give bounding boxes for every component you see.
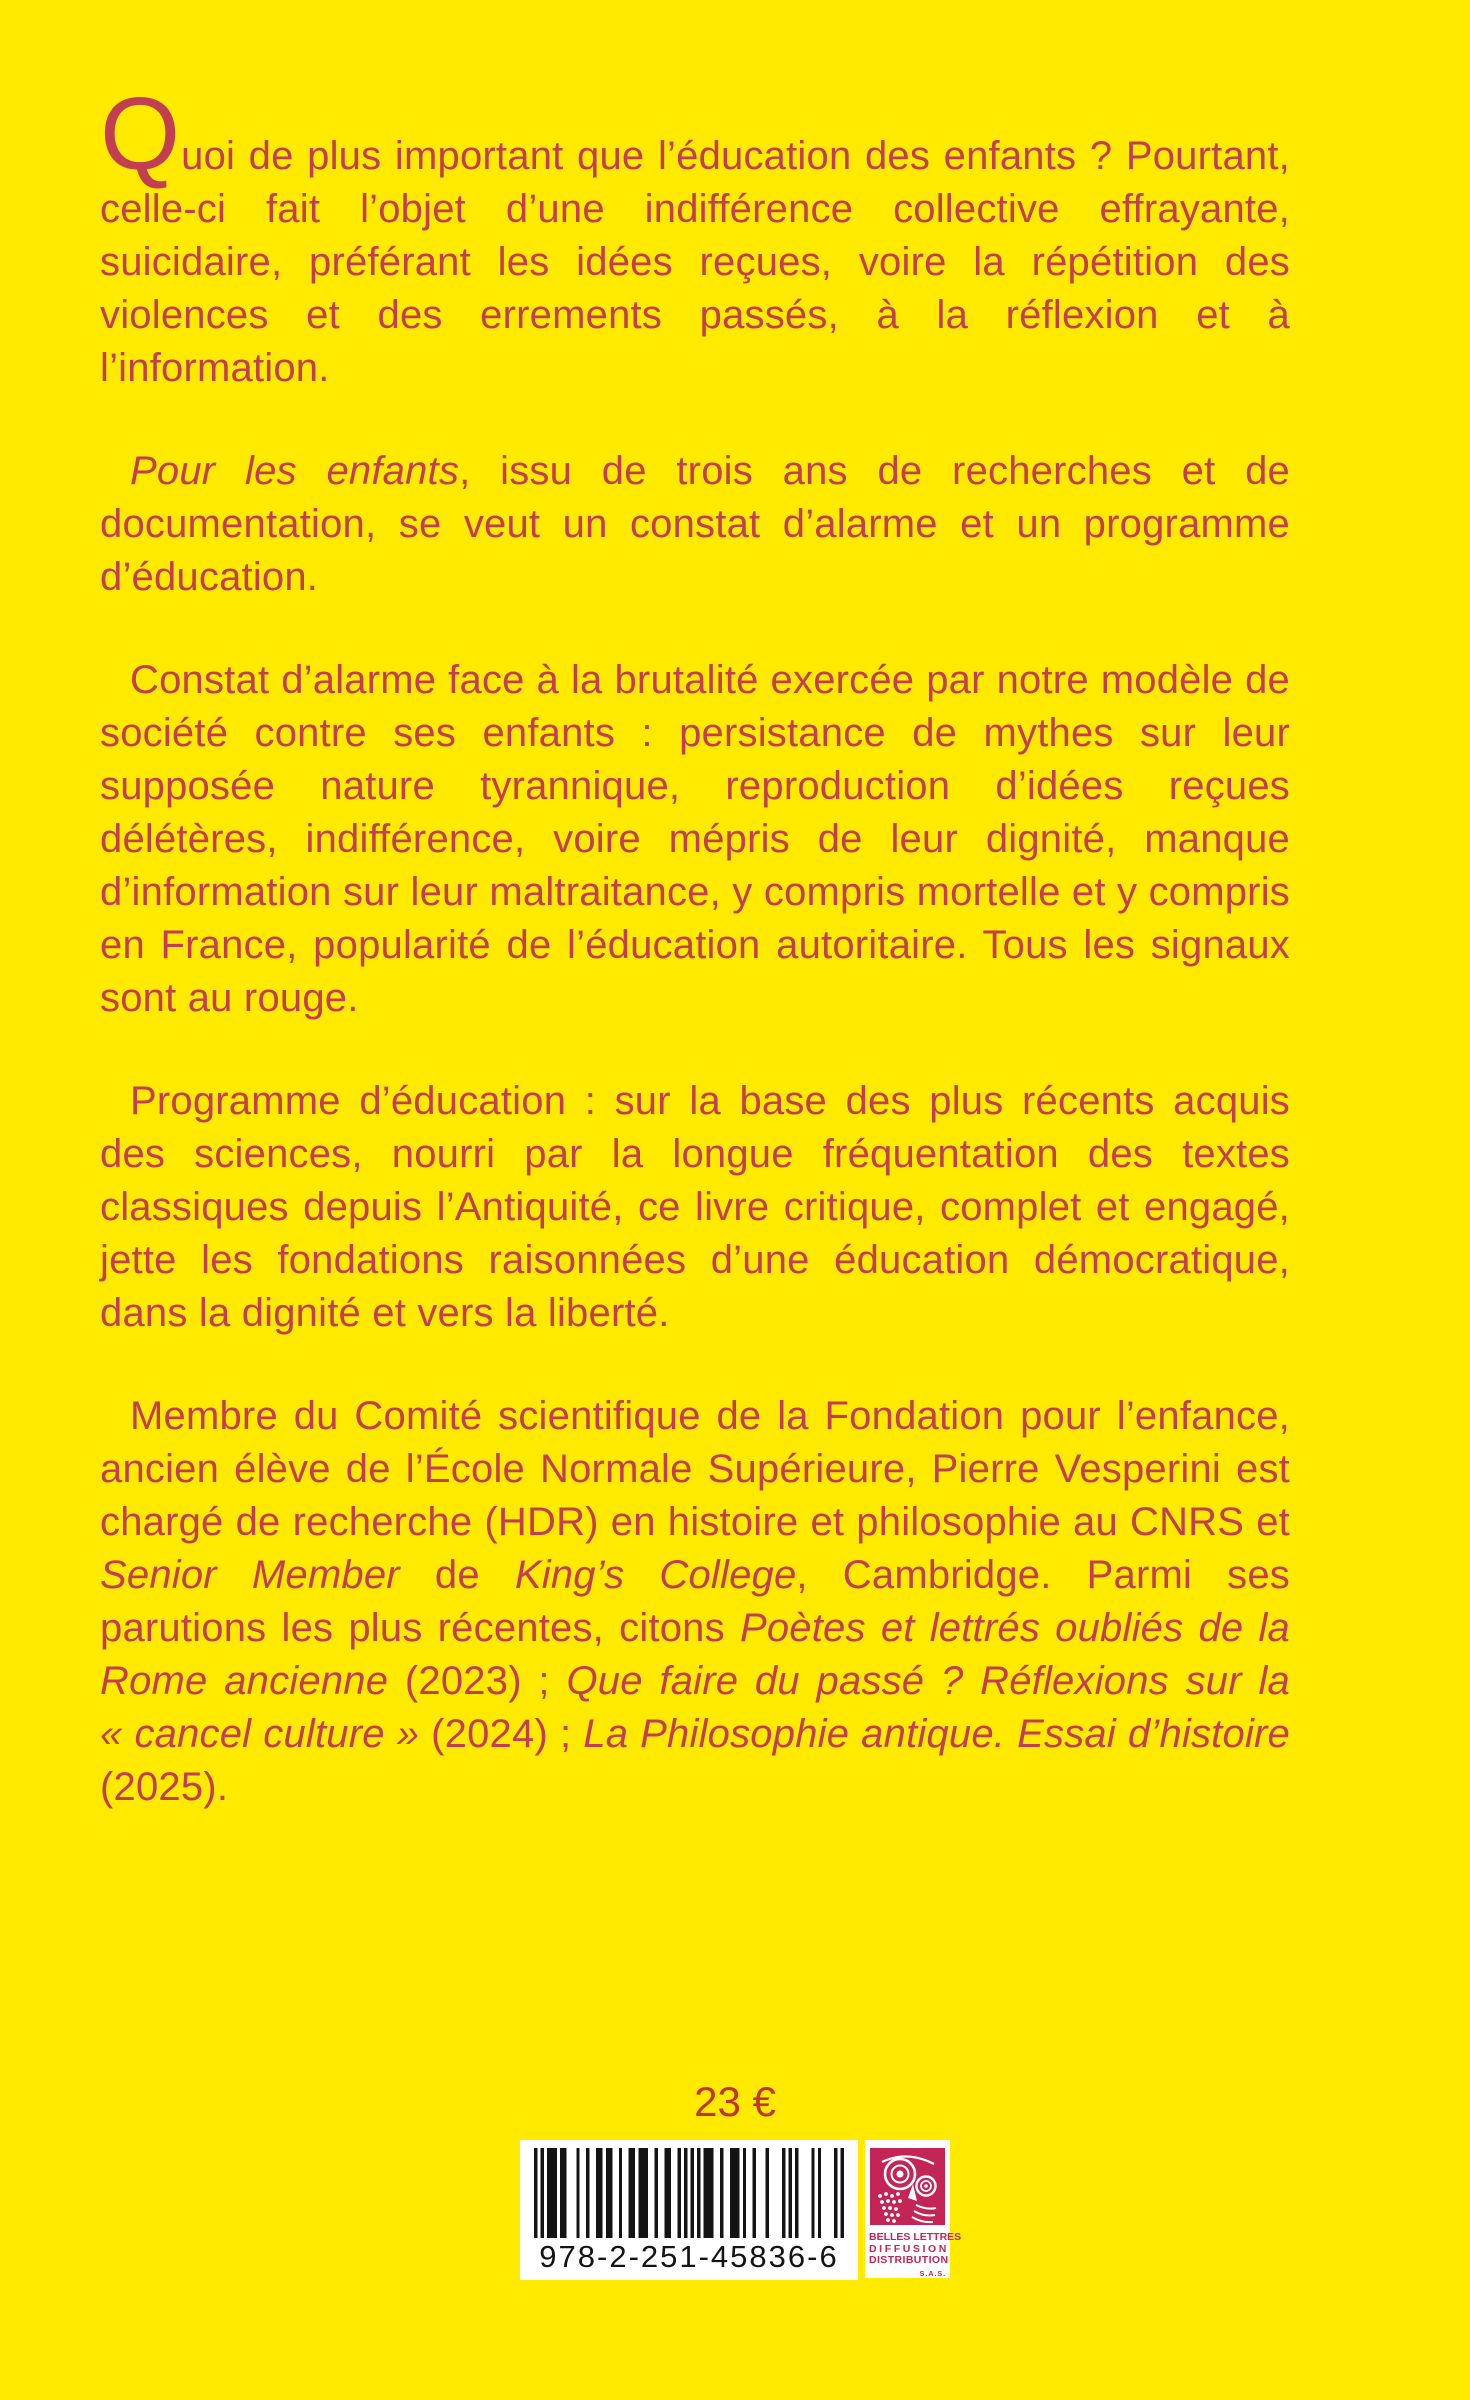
paragraph xyxy=(100,654,1290,1025)
italic-text: King’s College xyxy=(514,1553,797,1597)
barcode xyxy=(520,2140,858,2280)
blurb-text xyxy=(100,76,1291,1814)
body-text: (2024) ; xyxy=(419,1712,584,1756)
owl-icon xyxy=(870,2148,945,2225)
body-text: , issu de trois ans de recherches et de documentation, se veut un constat d’alarme et un programme d’éducation. xyxy=(100,449,1291,599)
italic-text: La Philosophie antique. Essai d’histoire xyxy=(583,1712,1290,1756)
paragraph xyxy=(100,1075,1290,1340)
barcode-bars xyxy=(534,2148,844,2238)
publisher-line: BELLES LETTRES xyxy=(869,2231,962,2243)
body-text: Membre du Comité scientifique de la Fondation pour l’enfance, ancien élève de l’École Normale Supérieure, Pierre Vesperini est chargé de recherche (HDR) en histoire et philosophie au CNRS et xyxy=(100,1394,1290,1544)
publisher-line: DIFFUSION xyxy=(869,2242,949,2255)
isbn-label: 978-2-251-45836-6 xyxy=(539,2239,839,2274)
price-label: 23 € xyxy=(694,2078,776,2125)
italic-text: Pour les enfants xyxy=(130,449,460,493)
body-text: de xyxy=(399,1553,515,1597)
body-text: uoi de plus important que l’éducation des enfants ? Pourtant, celle-ci fait l’objet d’une indifférence collective effrayante, suicidaire, préférant les idées reçues, voire la répétition des violences et des errements passés, à la réflexion et à l’information. xyxy=(100,134,1290,390)
paragraph xyxy=(100,1390,1290,1814)
paragraph xyxy=(100,445,1290,604)
drop-cap: Q xyxy=(100,76,182,191)
body-text: Constat d’alarme face à la brutalité exercée par notre modèle de société contre ses enfants : persistance de mythes sur leur supposée nature tyrannique, reproduction d’idées reçues délétères, indifférence, voire mépris de leur dignité, manque d’information sur leur maltraitance, y compris mortelle et y compris en France, popularité de l’éducation autoritaire. Tous les signaux sont au rouge. xyxy=(100,658,1290,1020)
body-text: , Cambridge. Parmi ses parutions les plus récentes, citons xyxy=(100,1553,1290,1650)
italic-text: Que faire du passé ? Réflexions sur la « cancel culture » xyxy=(100,1659,1291,1756)
italic-text: Senior Member xyxy=(100,1553,400,1597)
paragraph xyxy=(100,76,1290,395)
publisher-logo xyxy=(865,2140,962,2278)
italic-text: Poètes et lettrés oubliés de la Rome ancienne xyxy=(100,1606,1291,1703)
publisher-line: DISTRIBUTION xyxy=(869,2254,949,2266)
publisher-suffix: S.A.S. xyxy=(919,2268,946,2278)
body-text: (2025). xyxy=(100,1765,229,1809)
publisher-name xyxy=(869,2231,962,2279)
body-text: (2023) ; xyxy=(388,1659,567,1703)
body-text: Programme d’éducation : sur la base des plus récents acquis des sciences, nourri par la longue fréquentation des textes classiques depuis l’Antiquité, ce livre critique, complet et engagé, jette les fondations raisonnées d’une éducation démocratique, dans la dignité et vers la liberté. xyxy=(100,1079,1290,1335)
